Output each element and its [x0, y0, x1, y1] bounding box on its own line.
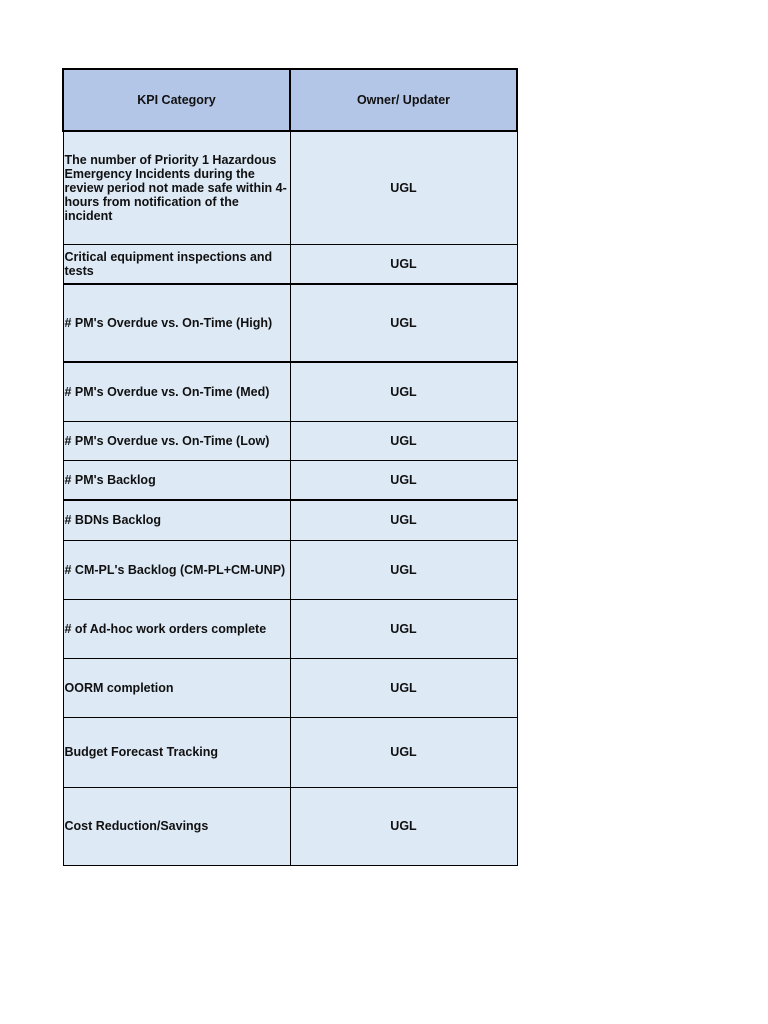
- kpi-category-cell: The number of Priority 1 Hazardous Emergency Incidents during the review period not made safe within 4- hours from notification of the incident: [63, 131, 290, 244]
- owner-cell: UGL: [290, 787, 517, 865]
- table-row: [63, 717, 517, 787]
- table-row: [63, 362, 517, 421]
- table-row: [63, 500, 517, 540]
- kpi-category-cell: # of Ad-hoc work orders complete: [63, 599, 290, 658]
- table-row: [63, 131, 517, 244]
- table-row: [63, 540, 517, 599]
- owner-cell: UGL: [290, 717, 517, 787]
- owner-cell: UGL: [290, 460, 517, 500]
- table-row: [63, 284, 517, 362]
- kpi-category-cell: # PM's Overdue vs. On-Time (Low): [63, 421, 290, 460]
- owner-cell: UGL: [290, 599, 517, 658]
- owner-cell: UGL: [290, 658, 517, 717]
- table-row: [63, 658, 517, 717]
- header-kpi-category: KPI Category: [63, 69, 290, 131]
- kpi-table: [62, 68, 518, 866]
- kpi-category-cell: Critical equipment inspections and tests: [63, 244, 290, 284]
- owner-cell: UGL: [290, 500, 517, 540]
- kpi-category-cell: # PM's Backlog: [63, 460, 290, 500]
- table-row: [63, 787, 517, 865]
- kpi-category-cell: # CM-PL's Backlog (CM-PL+CM-UNP): [63, 540, 290, 599]
- owner-cell: UGL: [290, 284, 517, 362]
- kpi-category-cell: Budget Forecast Tracking: [63, 717, 290, 787]
- owner-cell: UGL: [290, 244, 517, 284]
- owner-cell: UGL: [290, 362, 517, 421]
- table-row: [63, 421, 517, 460]
- owner-cell: UGL: [290, 421, 517, 460]
- table-row: [63, 460, 517, 500]
- table-row: [63, 244, 517, 284]
- header-owner-updater: Owner/ Updater: [290, 69, 517, 131]
- owner-cell: UGL: [290, 131, 517, 244]
- kpi-category-cell: # PM's Overdue vs. On-Time (High): [63, 284, 290, 362]
- kpi-category-cell: # PM's Overdue vs. On-Time (Med): [63, 362, 290, 421]
- header-row: [63, 69, 517, 131]
- kpi-category-cell: Cost Reduction/Savings: [63, 787, 290, 865]
- table-row: [63, 599, 517, 658]
- owner-cell: UGL: [290, 540, 517, 599]
- kpi-category-cell: OORM completion: [63, 658, 290, 717]
- kpi-category-cell: # BDNs Backlog: [63, 500, 290, 540]
